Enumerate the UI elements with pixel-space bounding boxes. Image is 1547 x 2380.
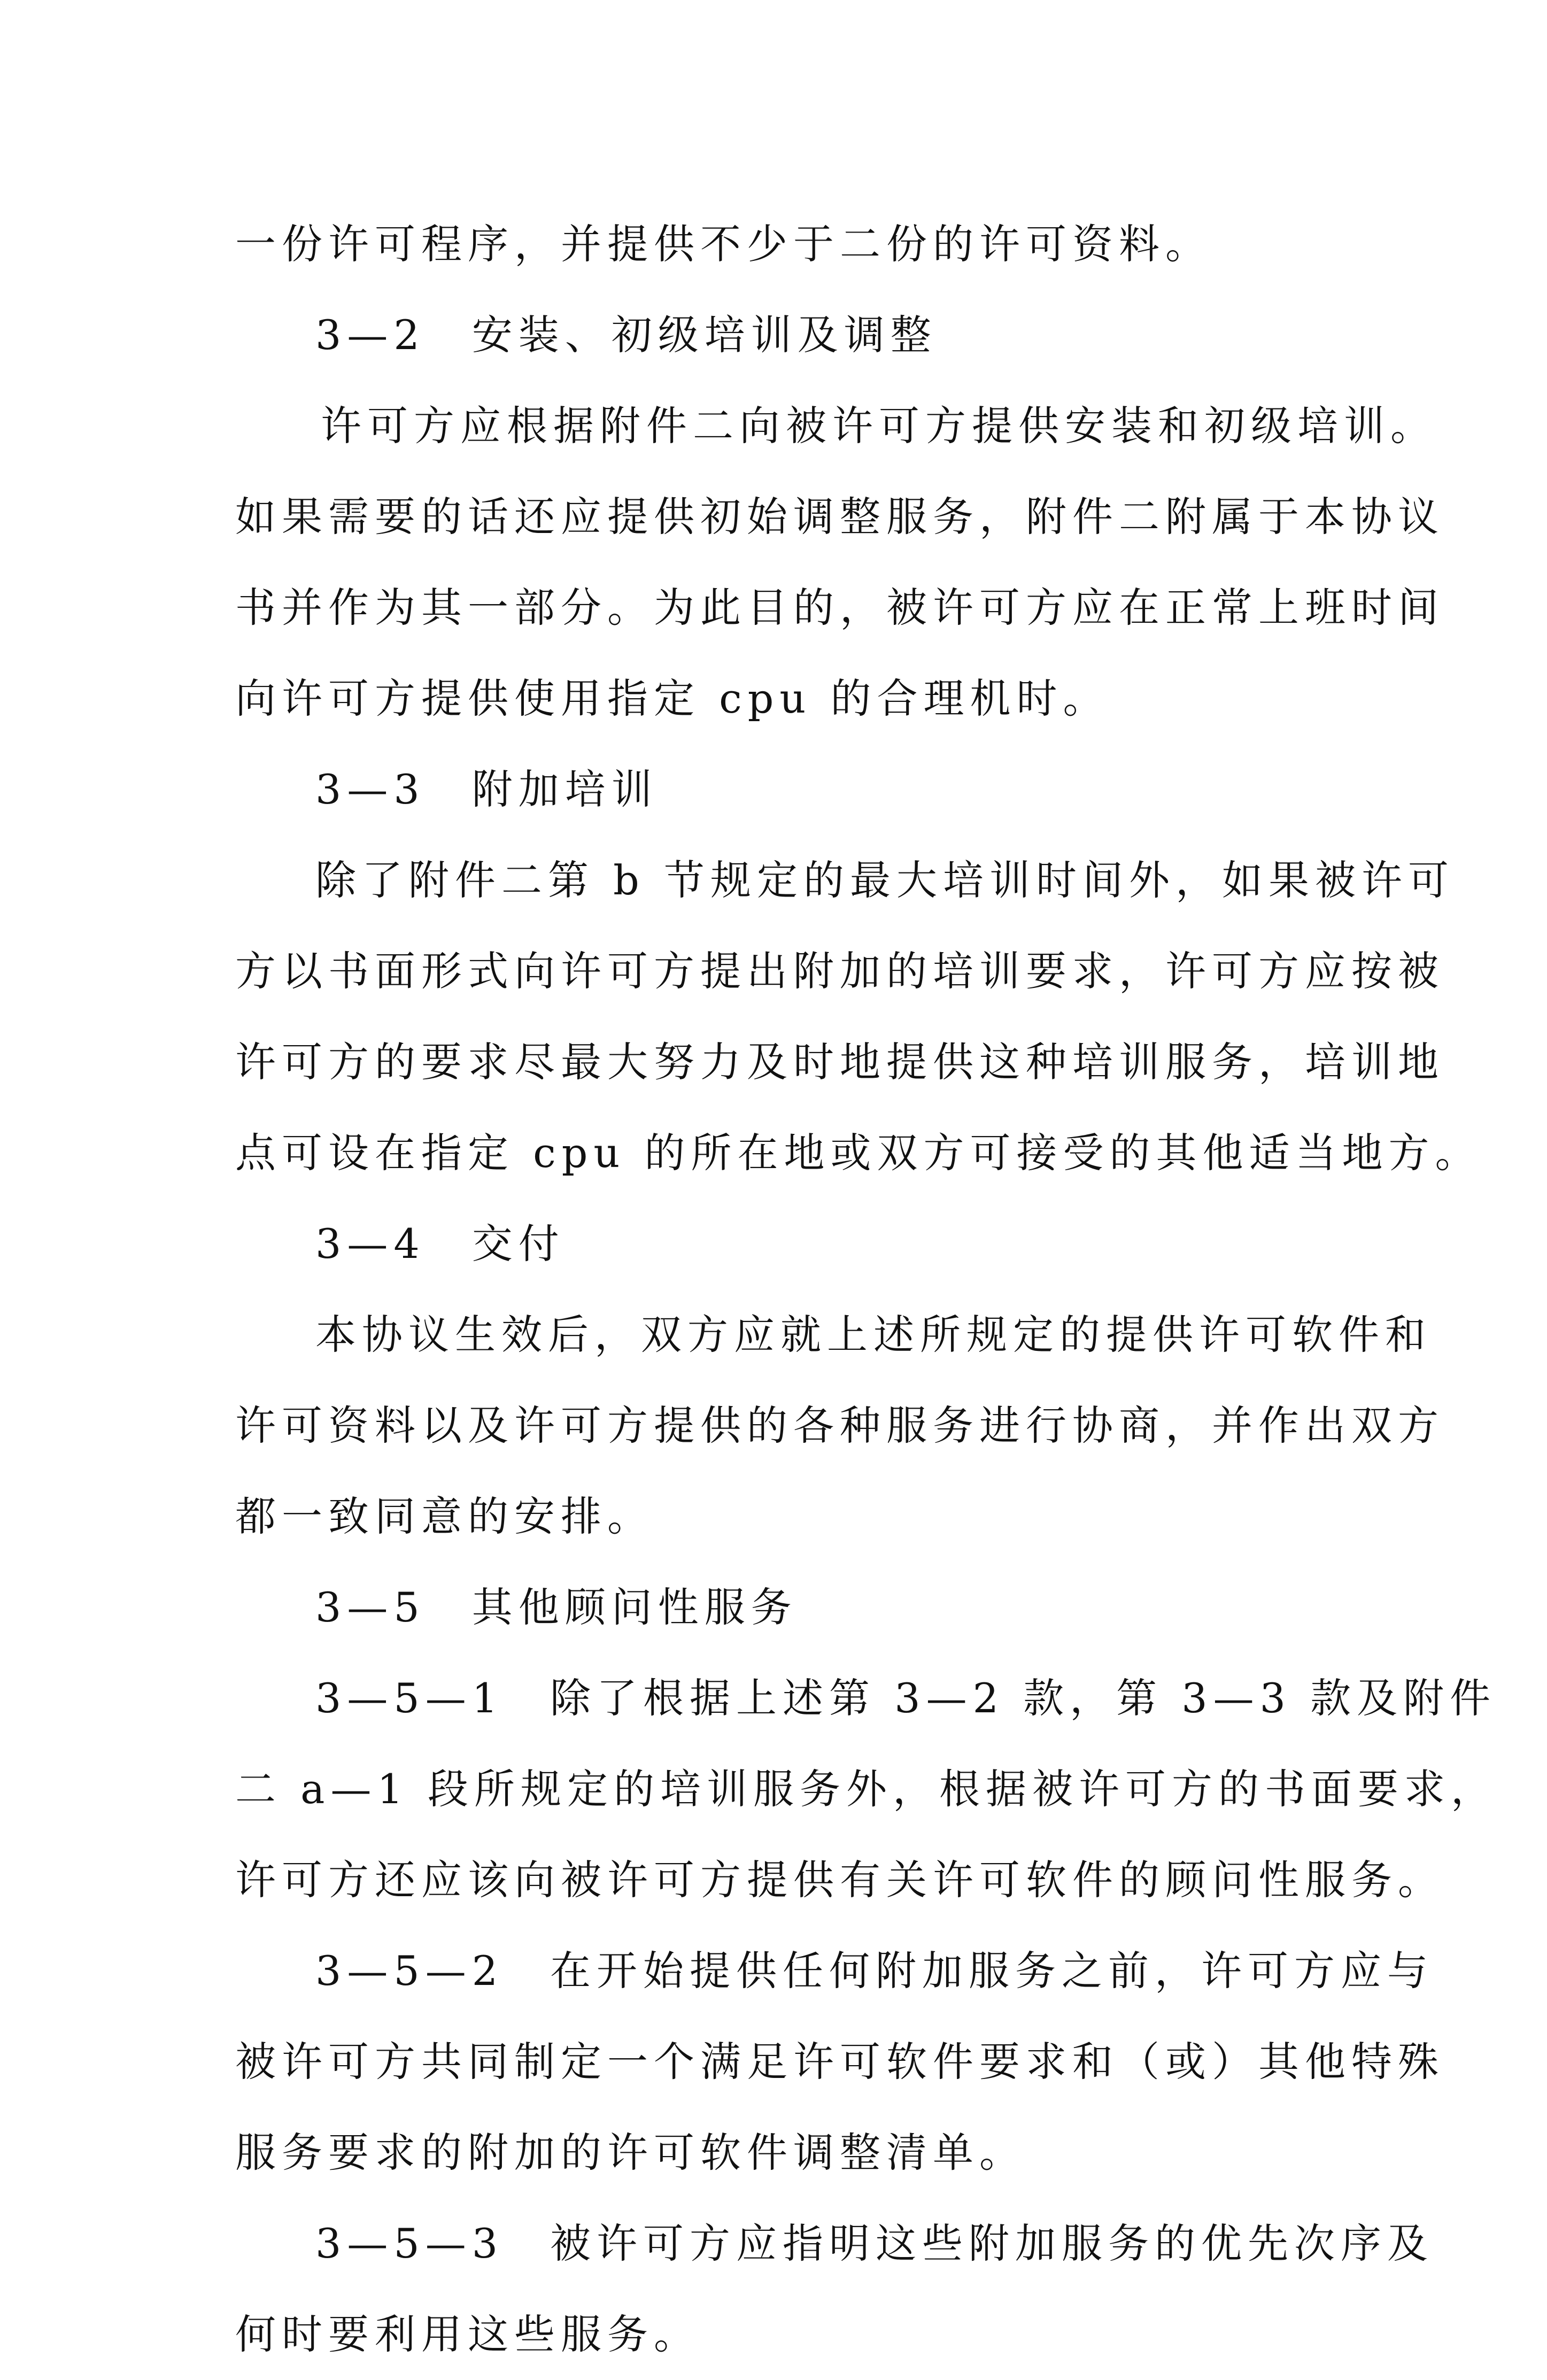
section-heading-3-3: 3—3 附加培训 [315,766,658,813]
text-line: 如果需要的话还应提供初始调整服务，附件二附属于本协议 [235,493,1444,540]
text-line: 许可方应根据附件二向被许可方提供安装和初级培训。 [321,402,1437,450]
section-heading-3-4: 3—4 交付 [315,1220,565,1268]
text-line: 服务要求的附加的许可软件调整清单。 [235,2129,1026,2176]
section-heading-3-5: 3—5 其他顾问性服务 [315,1583,798,1631]
text-line: 许可方的要求尽最大努力及时地提供这种培训服务，培训地 [235,1038,1444,1086]
text-line: 都一致同意的安排。 [235,1493,654,1540]
text-line: 一份许可程序，并提供不少于二份的许可资料。 [235,220,1212,268]
section-heading-3-2: 3—2 安装、初级培训及调整 [315,311,937,359]
text-line: 许可方还应该向被许可方提供有关许可软件的顾问性服务。 [235,1856,1444,1904]
text-line: 点可设在指定 cpu 的所在地或双方可接受的其他适当地方。 [235,1129,1482,1177]
text-line: 本协议生效后，双方应就上述所规定的提供许可软件和 [315,1311,1432,1358]
text-line: 除了附件二第 b 节规定的最大培训时间外，如果被许可 [315,856,1455,904]
clause-3-5-3: 3—5—3 被许可方应指明这些附加服务的优先次序及 [315,2220,1434,2267]
text-line: 书并作为其一部分。为此目的，被许可方应在正常上班时间 [235,584,1444,631]
clause-3-5-1: 3—5—1 除了根据上述第 3—2 款，第 3—3 款及附件 [315,1674,1497,1722]
clause-3-5-2: 3—5—2 在开始提供任何附加服务之前，许可方应与 [315,1947,1434,1995]
text-line: 许可资料以及许可方提供的各种服务进行协商，并作出双方 [235,1402,1444,1449]
text-line: 向许可方提供使用指定 cpu 的合理机时。 [235,675,1110,722]
document-body [235,199,1497,2380]
text-line: 被许可方共同制定一个满足许可软件要求和（或）其他特殊 [235,2038,1444,2085]
text-line: 方以书面形式向许可方提出附加的培训要求，许可方应按被 [235,947,1444,995]
text-line: 二 a—1 段所规定的培训服务外，根据被许可方的书面要求， [235,1765,1497,1813]
text-line: 何时要利用这些服务。 [235,2311,700,2358]
